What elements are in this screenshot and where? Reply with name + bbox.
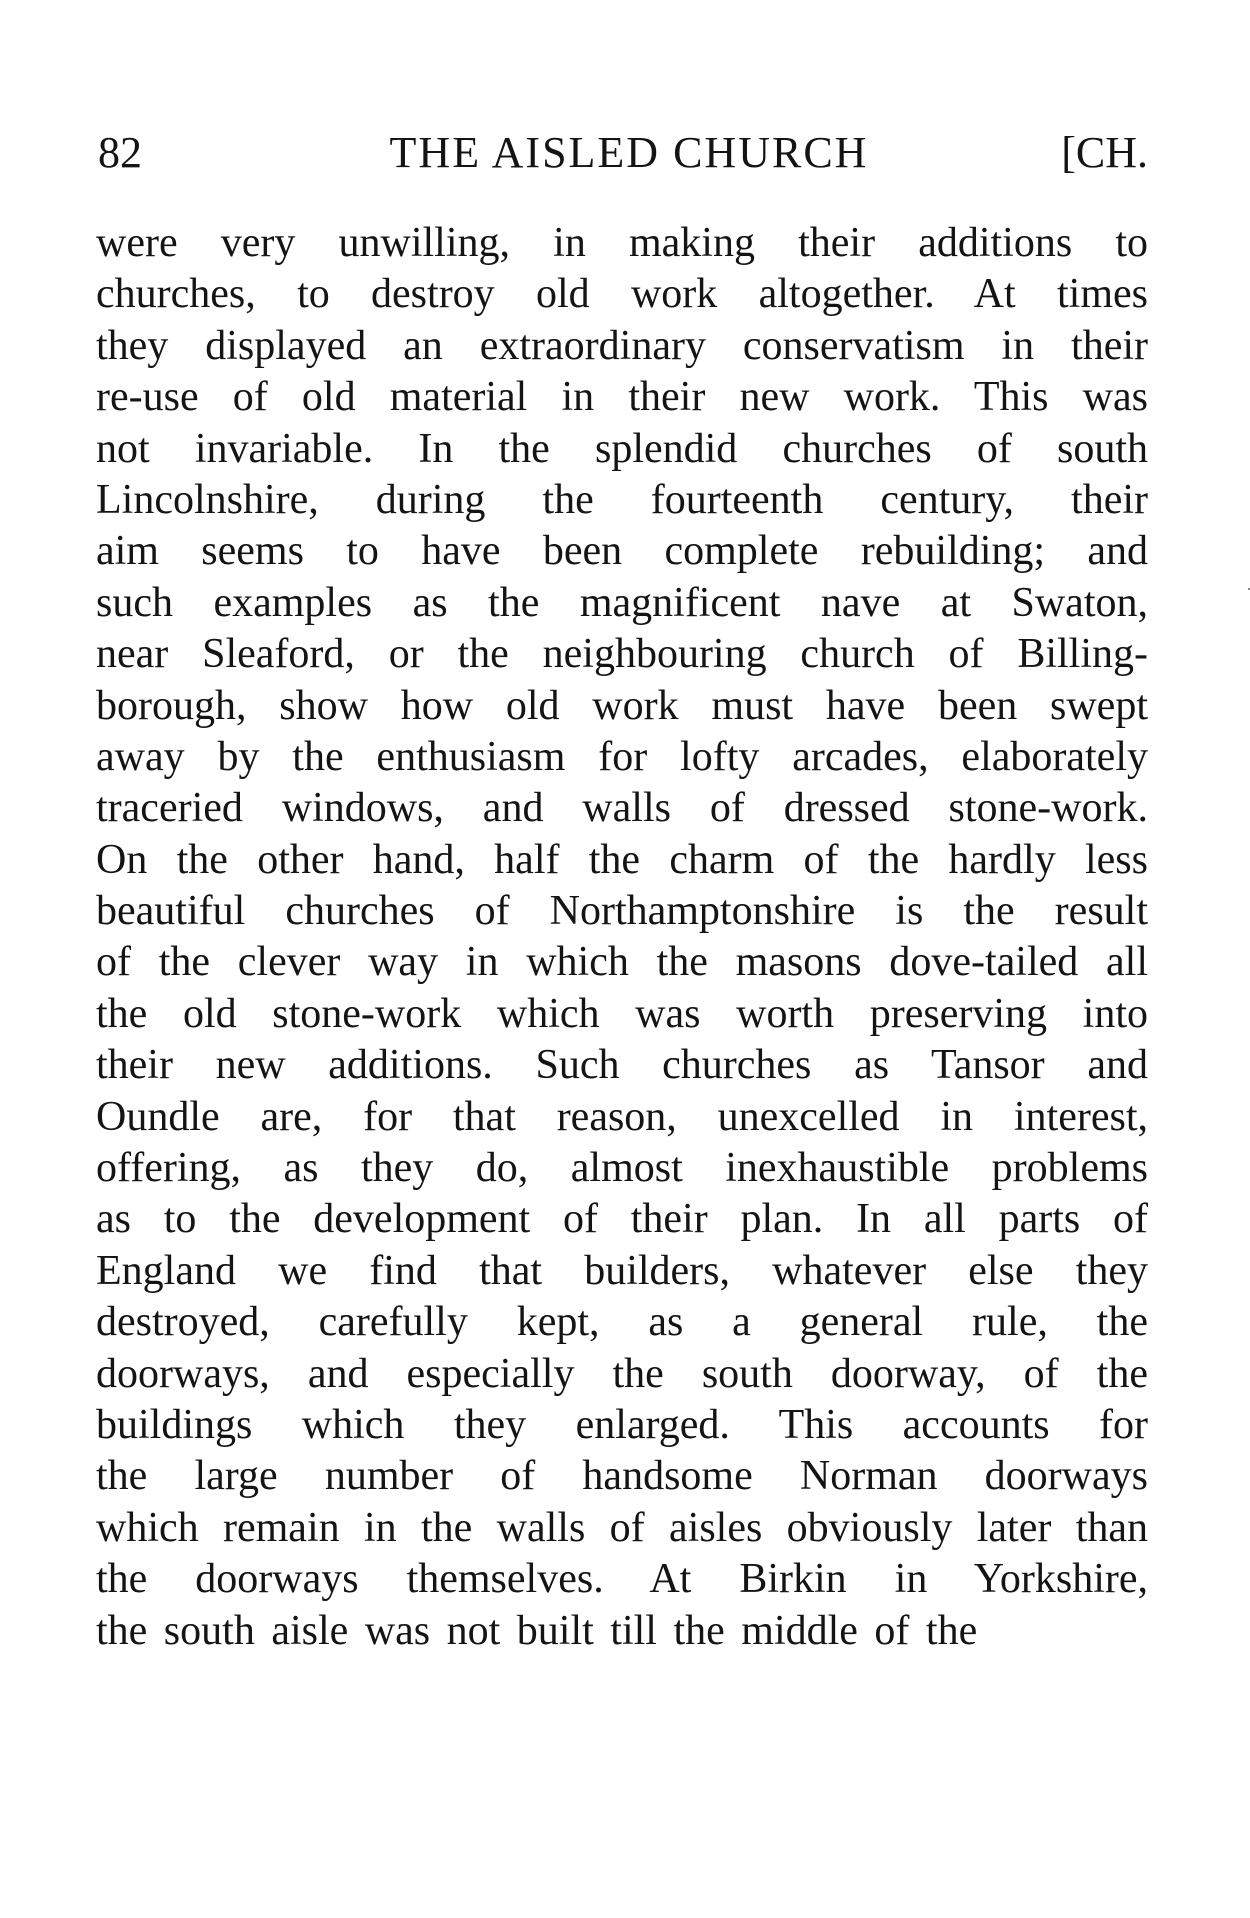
text-line: churches, to destroy old work altogether. At times <box>96 271 1148 318</box>
chapter-mark: [CH. <box>1061 128 1148 177</box>
text-line: borough, show how old work must have been swept <box>96 682 1148 729</box>
text-line: of the clever way in which the masons dove-tailed all <box>96 939 1148 986</box>
text-line: the large number of handsome Norman doorways <box>96 1453 1148 1500</box>
text-line: were very unwilling, in making their additions to <box>96 220 1148 266</box>
text-line: near Sleaford, or the neighbouring church of Billing- <box>96 631 1148 678</box>
text-line: as to the development of their plan. In all parts of <box>96 1196 1148 1243</box>
text-line: beautiful churches of Northamptonshire is the result <box>96 888 1148 935</box>
text-line: destroyed, carefully kept, as a general rule, the <box>96 1299 1148 1346</box>
text-line: offering, as they do, almost inexhaustible problems <box>96 1145 1148 1192</box>
text-line: the south aisle was not built till the middle of the <box>96 1607 978 1654</box>
text-line: aim seems to have been complete rebuilding; and <box>96 528 1148 575</box>
body-text <box>96 218 1148 1657</box>
text-line: re-use of old material in their new work. This was <box>96 374 1148 421</box>
text-line: England we find that builders, whatever else they <box>96 1247 1148 1294</box>
text-line: not invariable. In the splendid churches of south <box>96 425 1148 472</box>
text-line: their new additions. Such churches as Tansor and <box>96 1042 1148 1089</box>
text-line: Oundle are, for that reason, unexcelled in interest, <box>96 1093 1148 1140</box>
text-line: Lincolnshire, during the fourteenth century, their <box>96 476 1148 523</box>
running-head <box>98 128 1148 178</box>
text-line: which remain in the walls of aisles obviously later than <box>96 1504 1148 1551</box>
text-line: they displayed an extraordinary conservatism in their <box>96 322 1148 369</box>
text-line: such examples as the magnificent nave at Swaton, <box>96 579 1148 626</box>
page-number: 82 <box>98 128 142 177</box>
text-line: buildings which they enlarged. This accounts for <box>96 1401 1148 1448</box>
text-line: traceried windows, and walls of dressed stone-work. <box>96 785 1148 832</box>
text-line: the old stone-work which was worth preserving into <box>96 990 1148 1037</box>
text-line: doorways, and especially the south doorway, of the <box>96 1350 1148 1397</box>
running-title: THE AISLED CHURCH <box>389 128 869 177</box>
text-line: away by the enthusiasm for lofty arcades, elaborately <box>96 733 1148 780</box>
text-line: the doorways themselves. At Birkin in Yorkshire, <box>96 1556 1148 1603</box>
text-line: On the other hand, half the charm of the hardly less <box>96 836 1148 883</box>
